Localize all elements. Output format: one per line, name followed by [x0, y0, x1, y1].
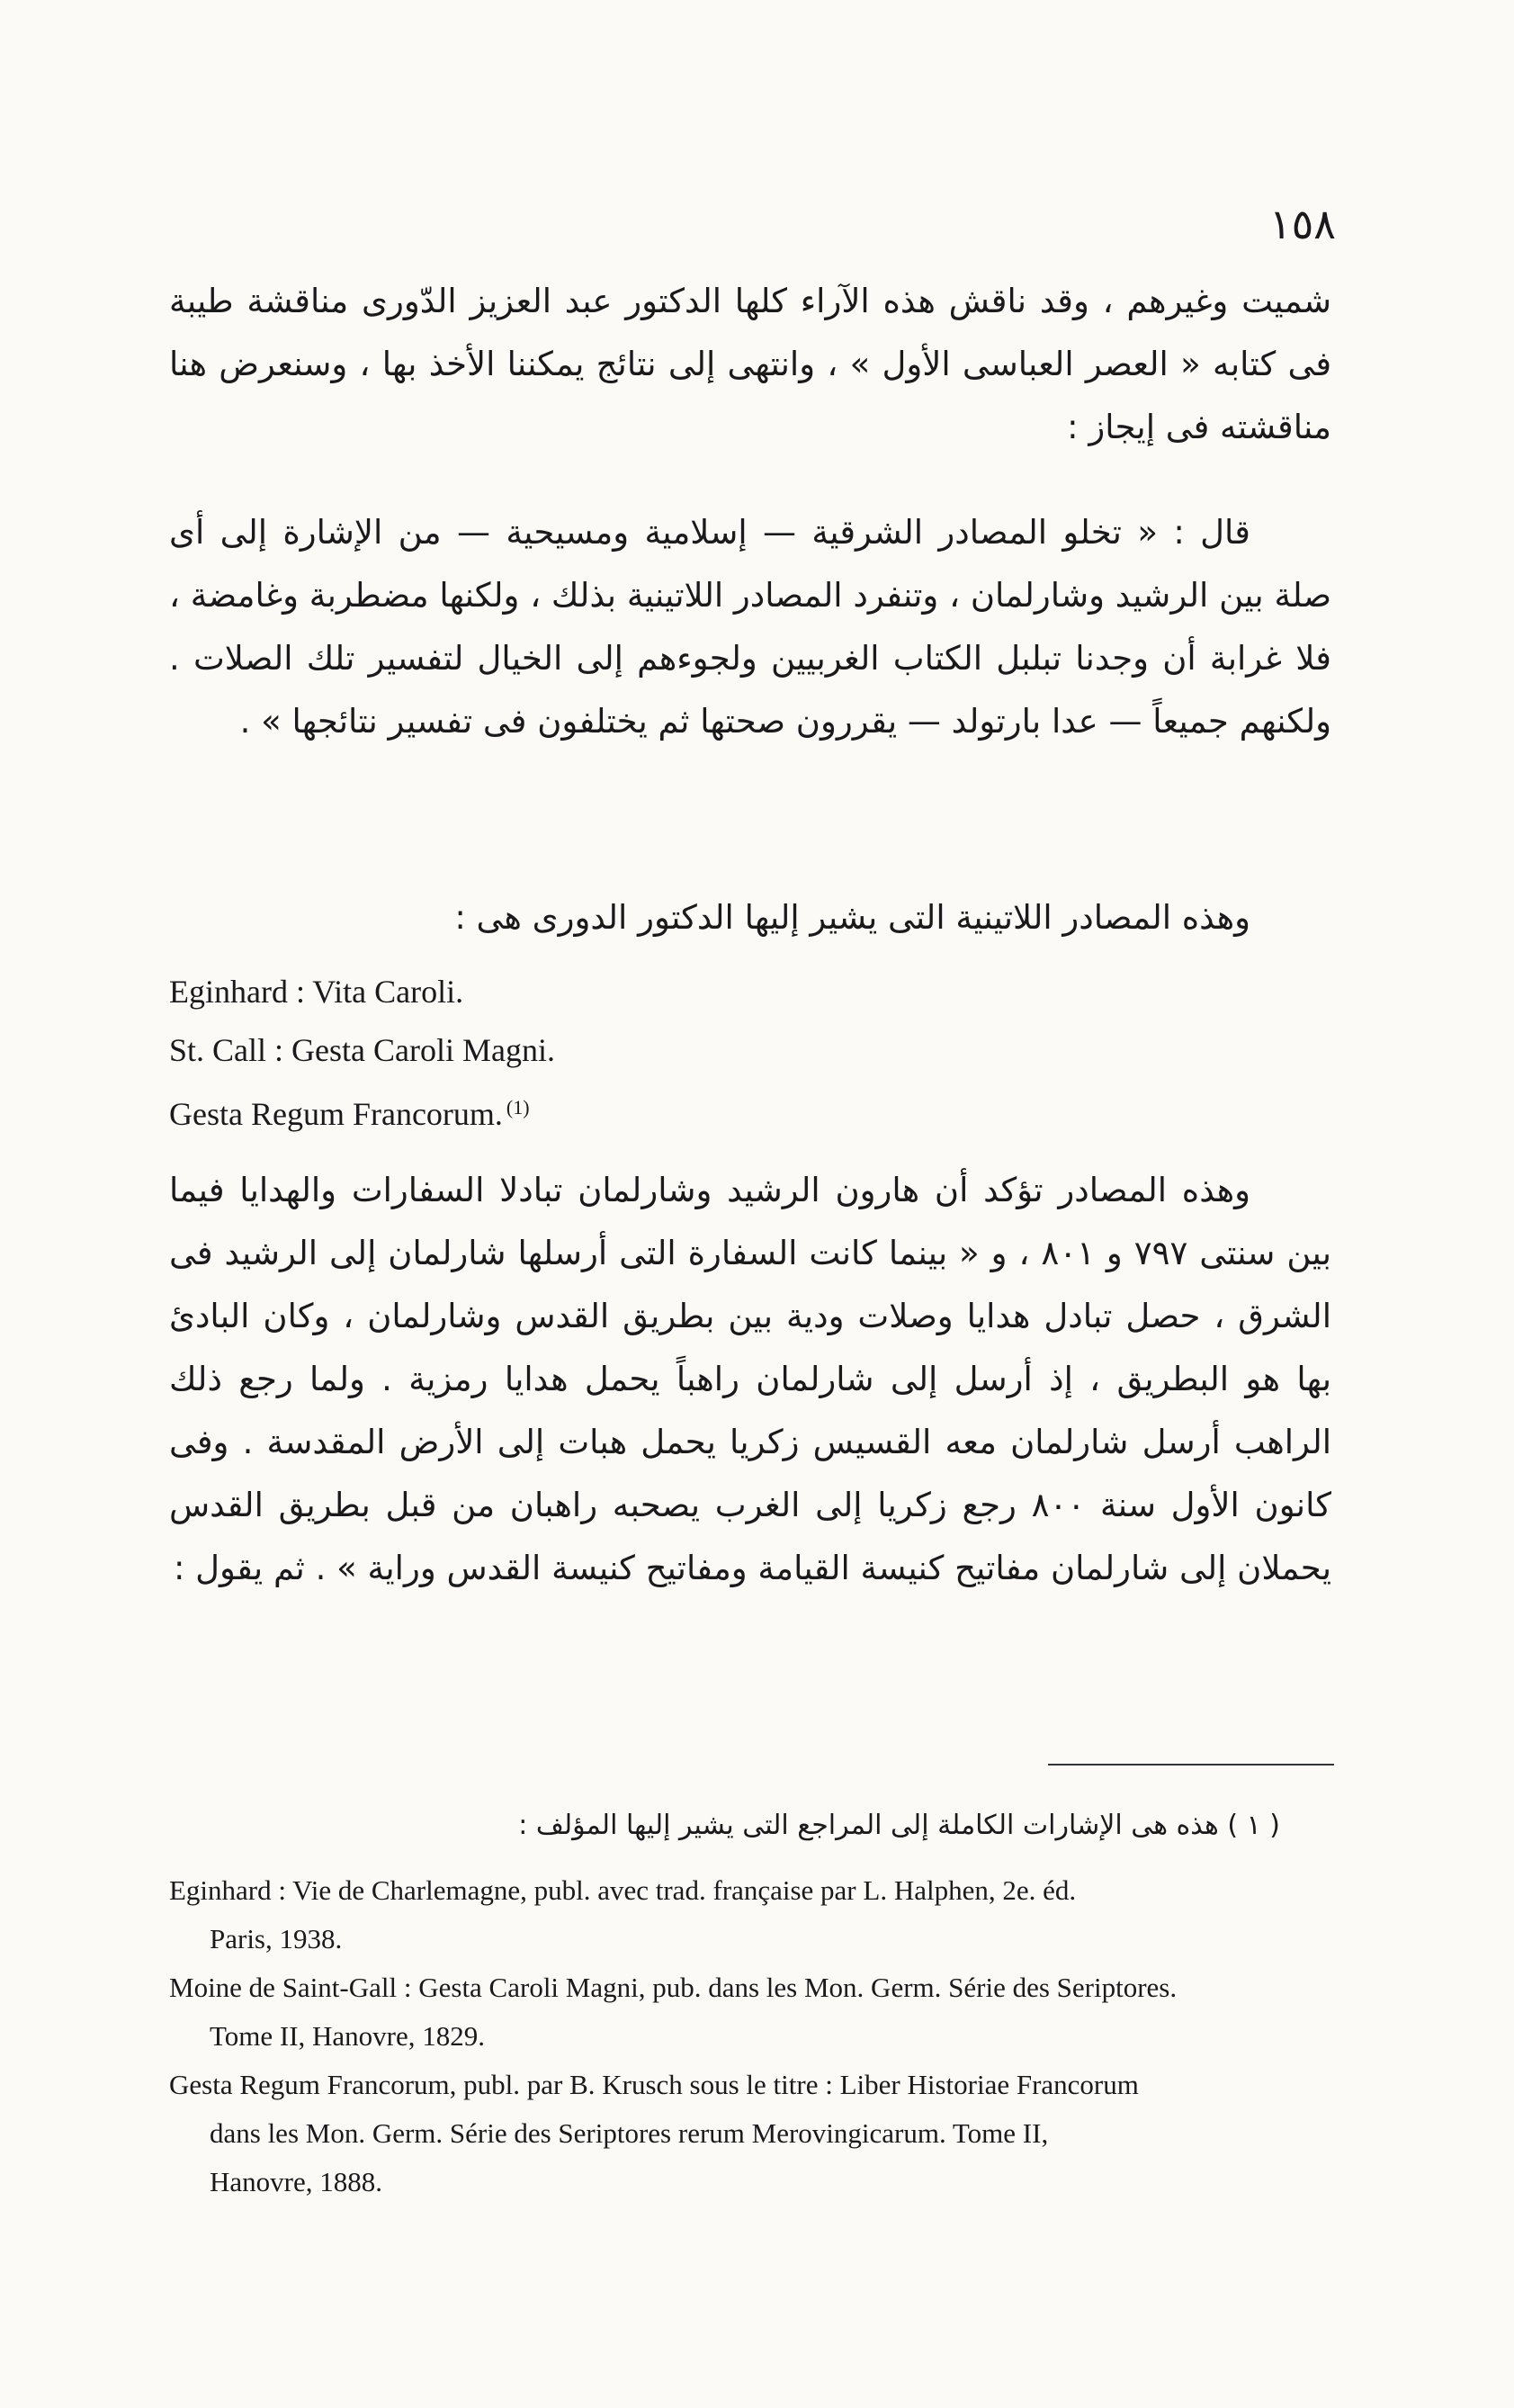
footnote-entry-1 [169, 1866, 1334, 1963]
footnote-entry-1-line-1: Eginhard : Vie de Charlemagne, publ. avec trad. française par L. Halphen, 2e. éd. [169, 1874, 1077, 1906]
page-number: ١٥٨ [1268, 200, 1336, 248]
footnote-divider [1048, 1764, 1334, 1766]
footnote-entry-3-line-1: Gesta Regum Francorum, publ. par B. Krusch sous le titre : Liber Historiae Francorum [169, 2069, 1139, 2100]
footnote-entry-3 [169, 2061, 1334, 2206]
footnote-entry-3-line-3: Hanovre, 1888. [210, 2166, 382, 2197]
paragraph-1: شميت وغيرهم ، وقد ناقش هذه الآراء كلها الدكتور عبد العزيز الدّورى مناقشة طيبة فى كتابه « العصر العباسى الأول » ، وانتهى إلى نتائج يمكننا الأخذ بها ، وسنعرض هنا مناقشته فى إيجاز : [169, 282, 1331, 446]
latin-source-1: Eginhard : Vita Caroli. [169, 974, 464, 1010]
latin-source-2: St. Call : Gesta Caroli Magni. [169, 1032, 555, 1068]
footnote-entry-1-line-2: Paris, 1938. [210, 1923, 343, 1954]
footnote-intro: ( ١ ) هذه هى الإشارات الكاملة إلى المراجع التى يشير إليها المؤلف : [518, 1810, 1280, 1841]
footnote-entry-2-line-2: Tome II, Hanovre, 1829. [210, 2020, 486, 2052]
footnote-entry-3-line-2: dans les Mon. Germ. Série des Seriptores rerum Merovingicarum. Tome II, [210, 2117, 1049, 2149]
paragraph-3: وهذه المصادر اللاتينية التى يشير إليها الدكتور الدورى هى : [454, 898, 1250, 937]
paragraph-4: وهذه المصادر تؤكد أن هارون الرشيد وشارلمان تبادلا السفارات والهدايا فيما بين سنتى ٧٩٧ و ٨٠١ ، و « بينما كانت السفارة التى أرسلها شارلمان إلى الرشيد فى الشرق ، حصل تبادل هدايا وصلات ودية بين بطريق القدس وشارلمان ، وكان البادئ بها هو البطريق ، إذ أرسل إلى شارلمان راهباً يحمل هدايا رمزية . ولما رجع ذلك الراهب أرسل شارلمان معه القسيس زكريا يحمل هبات إلى الأرض المقدسة . وفى كانون الأول سنة ٨٠٠ رجع زكريا إلى الغرب يصحبه راهبان من قبل بطريق القدس يحملان إلى شارلمان مفاتيح كنيسة القيامة ومفاتيح كنيسة القدس وراية » . ثم يقول : [169, 1171, 1332, 1587]
latin-source-3 [169, 1083, 530, 1138]
latin-source-3-text: Gesta Regum Francorum. [169, 1096, 503, 1132]
footnote-entry-2 [169, 1963, 1334, 2061]
paragraph-2-quote: قال : « تخلو المصادر الشرقية — إسلامية ومسيحية — من الإشارة إلى أى صلة بين الرشيد وشارلمان ، وتنفرد المصادر اللاتينية بذلك ، ولكنها مضطربة وغامضة ، فلا غرابة أن وجدنا تبلبل الكتاب الغربيين ولجوءهم إلى الخيال لتفسير تلك الصلات . ولكنهم جميعاً — عدا بارتولد — يقررون صحتها ثم يختلفون فى تفسير نتائجها » . [169, 513, 1331, 741]
footnote-entry-2-line-1: Moine de Saint-Gall : Gesta Caroli Magni, pub. dans les Mon. Germ. Série des Seriptores. [169, 1972, 1178, 2003]
footnote-marker: (1) [506, 1096, 530, 1119]
